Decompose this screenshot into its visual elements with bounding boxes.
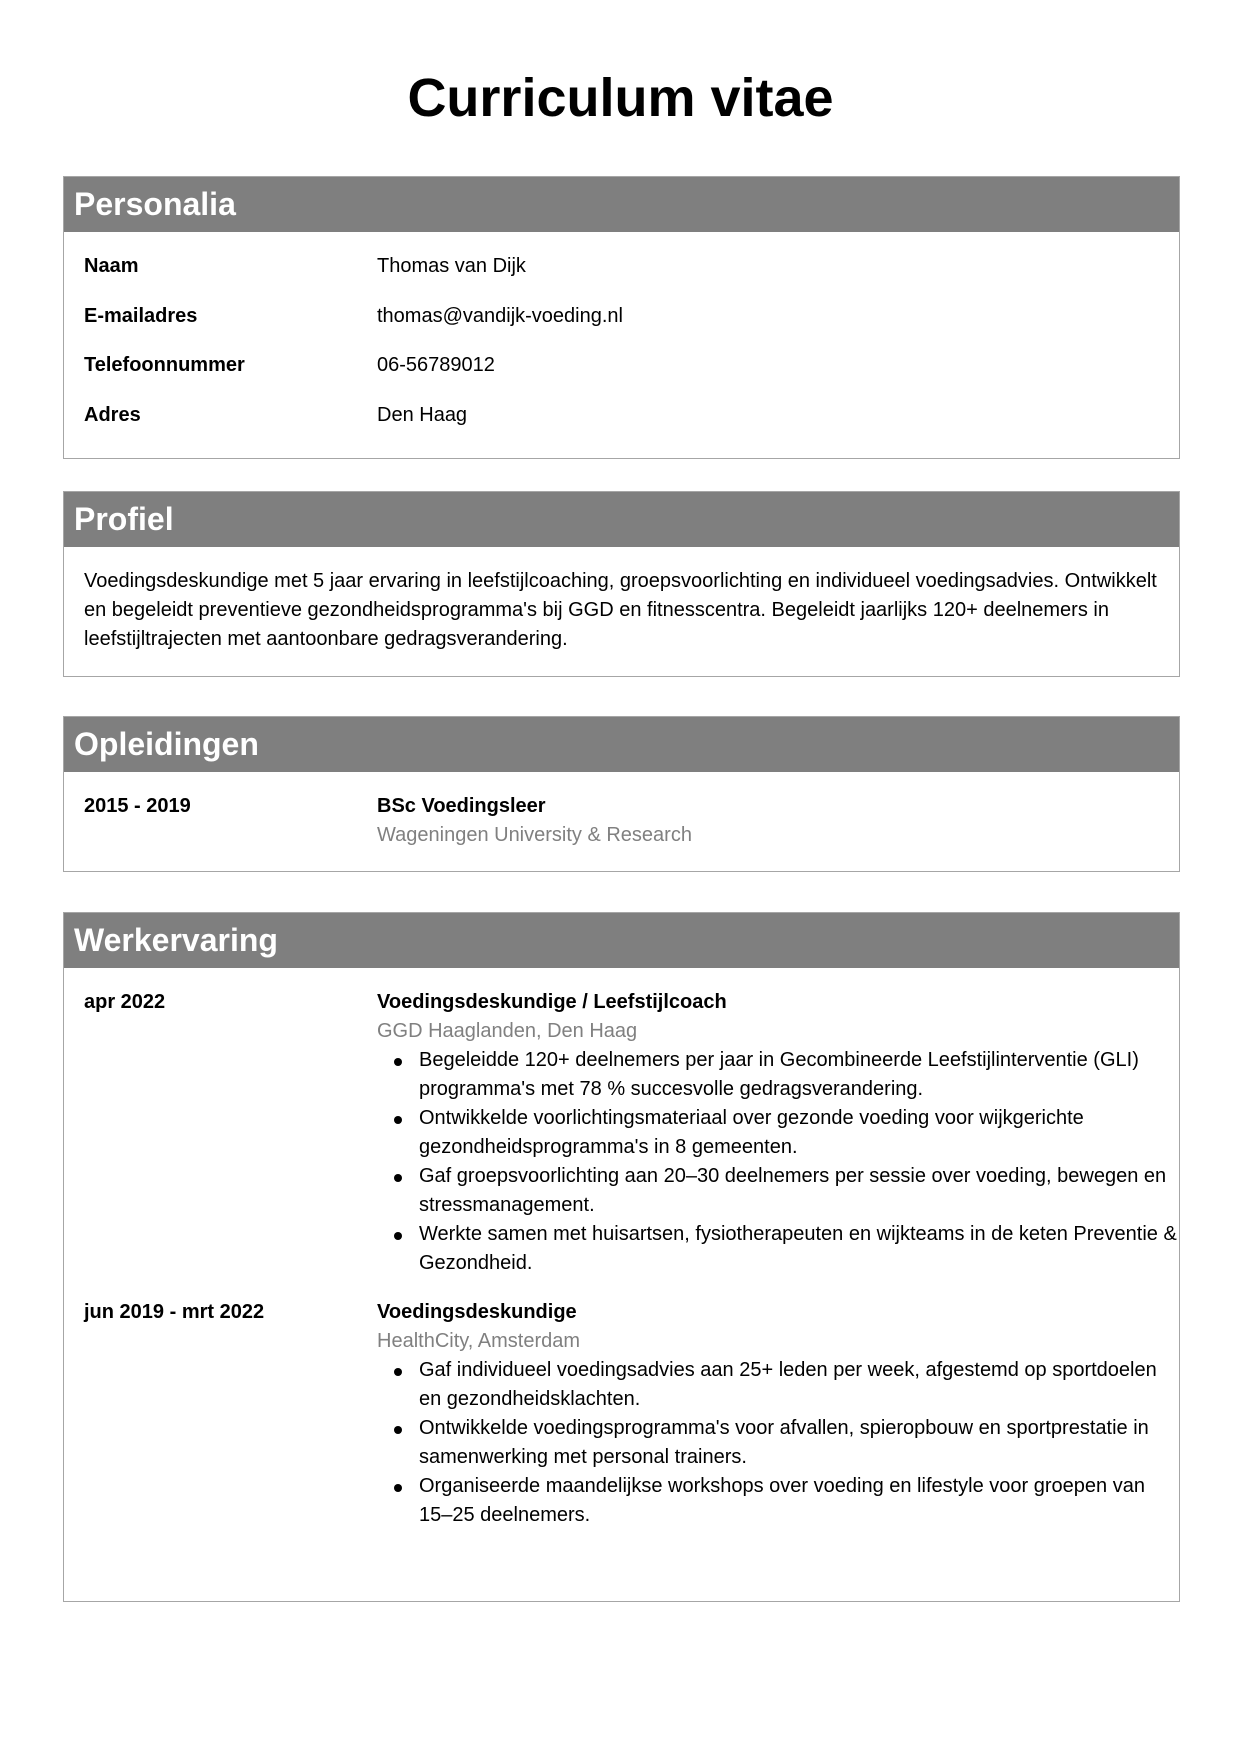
field-row-email [64,302,1179,352]
list-item: Ontwikkelde voedingsprogramma's voor afvallen, spieropbouw en sportprestatie in samenwerking met personal trainers. [377,1414,1179,1472]
field-value: Thomas van Dijk [377,255,526,277]
education-school: Wageningen University & Research [377,824,692,846]
list-item: Ontwikkelde voorlichtingsmateriaal over gezonde voeding voor wijkgerichte gezondheidsprogramma's in 8 gemeenten. [377,1104,1179,1162]
work-entry [64,1278,1179,1530]
personalia-heading: Personalia [64,177,1179,232]
work-bullet-list [377,1356,1179,1530]
werkervaring-heading: Werkervaring [64,913,1179,968]
work-period: apr 2022 [84,991,166,1013]
work-period: jun 2019 - mrt 2022 [84,1301,265,1323]
list-item: Begeleidde 120+ deelnemers per jaar in Gecombineerde Leefstijlinterventie (GLI) programma's met 78 % succesvolle gedragsverandering. [377,1046,1179,1104]
opleidingen-section [63,716,1180,872]
email-link[interactable]: thomas@vandijk-voeding.nl [377,304,623,327]
work-bullet-list [377,1046,1179,1278]
work-role: Voedingsdeskundige [377,1301,577,1323]
field-label: Naam [84,255,139,277]
field-value: Den Haag [377,403,468,426]
personalia-section [63,176,1180,459]
education-entry [64,772,1179,850]
field-row-naam [64,252,1179,302]
werkervaring-section [63,912,1180,1602]
work-role: Voedingsdeskundige / Leefstijlcoach [377,991,727,1013]
list-item: Werkte samen met huisartsen, fysiotherapeuten en wijkteams in de keten Preventie & Gezondheid. [377,1220,1179,1278]
page-title: Curriculum vitae [407,68,834,128]
profiel-heading: Profiel [64,492,1179,547]
work-organization: HealthCity, Amsterdam [377,1330,581,1352]
work-organization: GGD Haaglanden, Den Haag [377,1020,638,1042]
opleidingen-heading: Opleidingen [64,717,1179,772]
field-label: Adres [84,403,141,426]
education-degree: BSc Voedingsleer [377,795,546,817]
work-entry [64,968,1179,1278]
profiel-section [63,491,1180,677]
field-label: Telefoonnummer [84,354,245,376]
field-value: 06-56789012 [377,354,495,376]
list-item: Organiseerde maandelijkse workshops over voeding en lifestyle voor groepen van 15–25 deelnemers. [377,1472,1179,1530]
education-period: 2015 - 2019 [84,795,191,817]
field-row-adres [64,401,1179,451]
field-row-telefoon [64,351,1179,401]
list-item: Gaf groepsvoorlichting aan 20–30 deelnemers per sessie over voeding, bewegen en stressmanagement. [377,1162,1179,1220]
profiel-text: Voedingsdeskundige met 5 jaar ervaring in leefstijlcoaching, groepsvoorlichting en individueel voedingsadvies. Ontwikkelt en begeleidt preventieve gezondheidsprogramma's bij GGD en fitnesscentra. Begeleidt jaarlijks 120+ deelnemers in leefstijltrajecten met aantoonbare gedragsverandering. [84,570,1157,650]
field-label: E-mailadres [84,304,198,327]
list-item: Gaf individueel voedingsadvies aan 25+ leden per week, afgestemd op sportdoelen en gezondheidsklachten. [377,1356,1179,1414]
